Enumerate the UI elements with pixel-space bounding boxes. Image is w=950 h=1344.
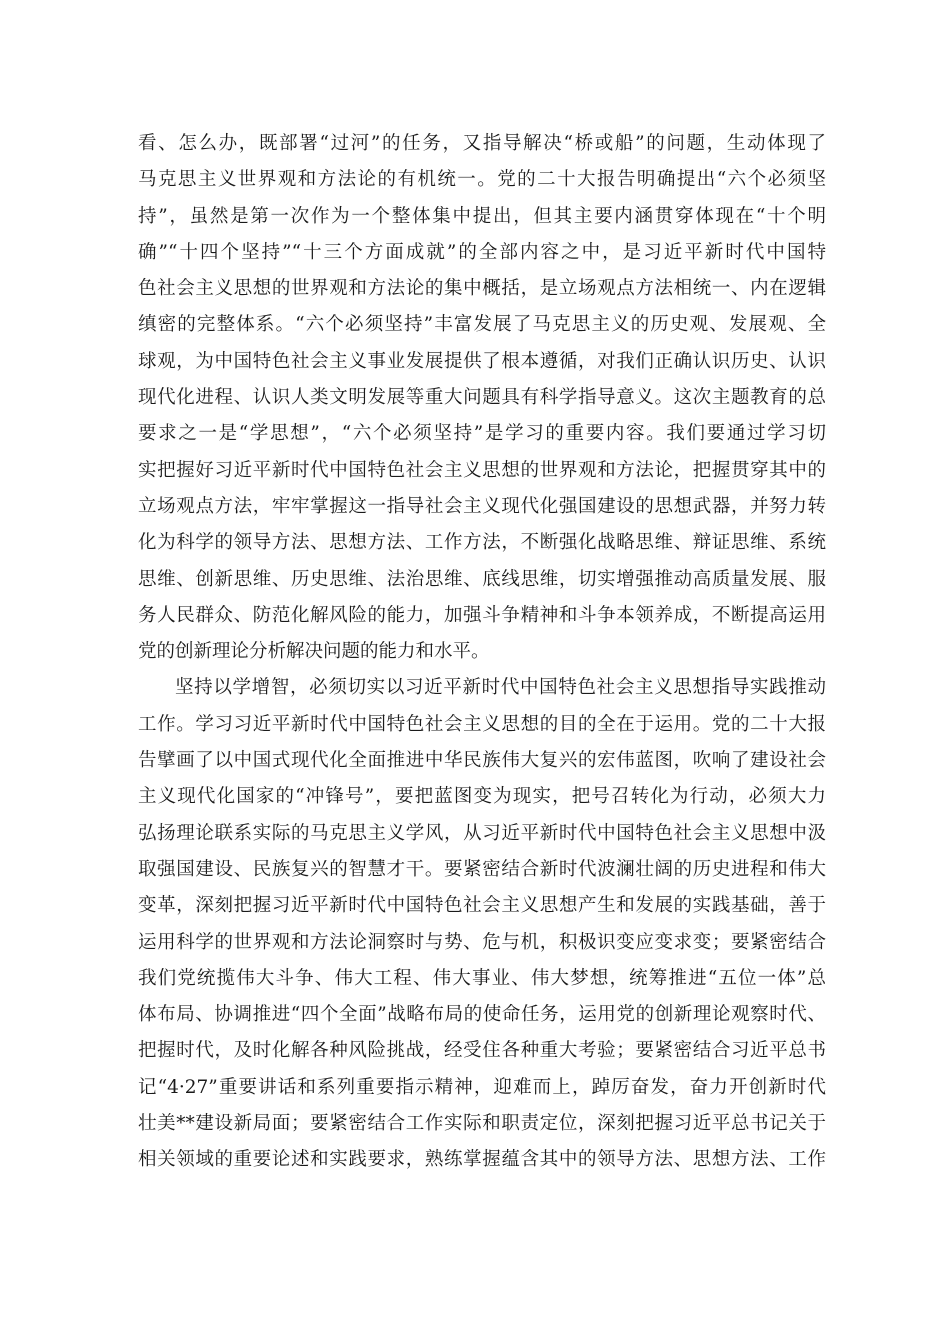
text-line: 马克思主义世界观和方法论的有机统一。党的二十大报告明确提出“六个必须坚 — [138, 169, 826, 191]
document-body — [138, 126, 826, 1179]
text-line: 确”“十四个坚持”“十三个方面成就”的全部内容之中，是习近平新时代中国特 — [138, 241, 826, 263]
text-line: 立场观点方法，牢牢掌握这一指导社会主义现代化强国建设的思想武器，并努力转 — [138, 495, 826, 517]
text-line: 务人民群众、防范化解风险的能力，加强斗争精神和斗争本领养成，不断提高运用 — [138, 604, 826, 626]
text-line: 壮美**建设新局面；要紧密结合工作实际和职责定位，深刻把握习近平总书记关于 — [138, 1113, 826, 1135]
text-line: 主义现代化国家的“冲锋号”，要把蓝图变为现实，把号召转化为行动，必须大力 — [138, 786, 826, 808]
text-line: 持”，虽然是第一次作为一个整体集中提出，但其主要内涵贯穿体现在“十个明 — [138, 205, 826, 227]
text-line: 体布局、协调推进“四个全面”战略布局的使命任务，运用党的创新理论观察时代、 — [138, 1004, 826, 1026]
text-line: 工作。学习习近平新时代中国特色社会主义思想的目的全在于运用。党的二十大报 — [138, 713, 826, 735]
text-line: 色社会主义思想的世界观和方法论的集中概括，是立场观点方法相统一、内在逻辑 — [138, 278, 826, 300]
text-line: 思维、创新思维、历史思维、法治思维、底线思维，切实增强推动高质量发展、服 — [138, 568, 826, 590]
text-line: 变革，深刻把握习近平新时代中国特色社会主义思想产生和发展的实践基础，善于 — [138, 895, 826, 917]
text-line: 告擘画了以中国式现代化全面推进中华民族伟大复兴的宏伟蓝图，吹响了建设社会 — [138, 750, 826, 772]
text-line: 记“4·27”重要讲话和系列重要指示精神，迎难而上，踔厉奋发，奋力开创新时代 — [138, 1076, 826, 1098]
text-line: 化为科学的领导方法、思想方法、工作方法，不断强化战略思维、辩证思维、系统 — [138, 532, 826, 554]
text-line: 坚持以学增智，必须切实以习近平新时代中国特色社会主义思想指导实践推动 — [175, 677, 826, 699]
text-line: 要求之一是“学思想”，“六个必须坚持”是学习的重要内容。我们要通过学习切 — [138, 423, 826, 445]
text-line: 我们党统揽伟大斗争、伟大工程、伟大事业、伟大梦想，统筹推进“五位一体”总 — [138, 967, 826, 989]
text-line: 党的创新理论分析解决问题的能力和水平。 — [138, 641, 490, 663]
text-line: 现代化进程、认识人类文明发展等重大问题具有科学指导意义。这次主题教育的总 — [138, 387, 826, 409]
text-line: 球观，为中国特色社会主义事业发展提供了根本遵循，对我们正确认识历史、认识 — [138, 350, 826, 372]
text-line: 运用科学的世界观和方法论洞察时与势、危与机，积极识变应变求变；要紧密结合 — [138, 931, 826, 953]
text-line: 把握时代，及时化解各种风险挑战，经受住各种重大考验；要紧密结合习近平总书 — [138, 1040, 826, 1062]
text-line: 缜密的完整体系。“六个必须坚持”丰富发展了马克思主义的历史观、发展观、全 — [138, 314, 826, 336]
paragraph-1 — [138, 126, 826, 670]
text-line: 实把握好习近平新时代中国特色社会主义思想的世界观和方法论，把握贯穿其中的 — [138, 459, 826, 481]
text-line: 弘扬理论联系实际的马克思主义学风，从习近平新时代中国特色社会主义思想中汲 — [138, 822, 826, 844]
text-line: 看、怎么办，既部署“过河”的任务，又指导解决“桥或船”的问题，生动体现了 — [138, 133, 826, 154]
text-line: 取强国建设、民族复兴的智慧才干。要紧密结合新时代波澜壮阔的历史进程和伟大 — [138, 858, 826, 880]
text-line: 相关领域的重要论述和实践要求，熟练掌握蕴含其中的领导方法、思想方法、工作 — [138, 1149, 826, 1171]
paragraph-2 — [138, 670, 826, 1178]
